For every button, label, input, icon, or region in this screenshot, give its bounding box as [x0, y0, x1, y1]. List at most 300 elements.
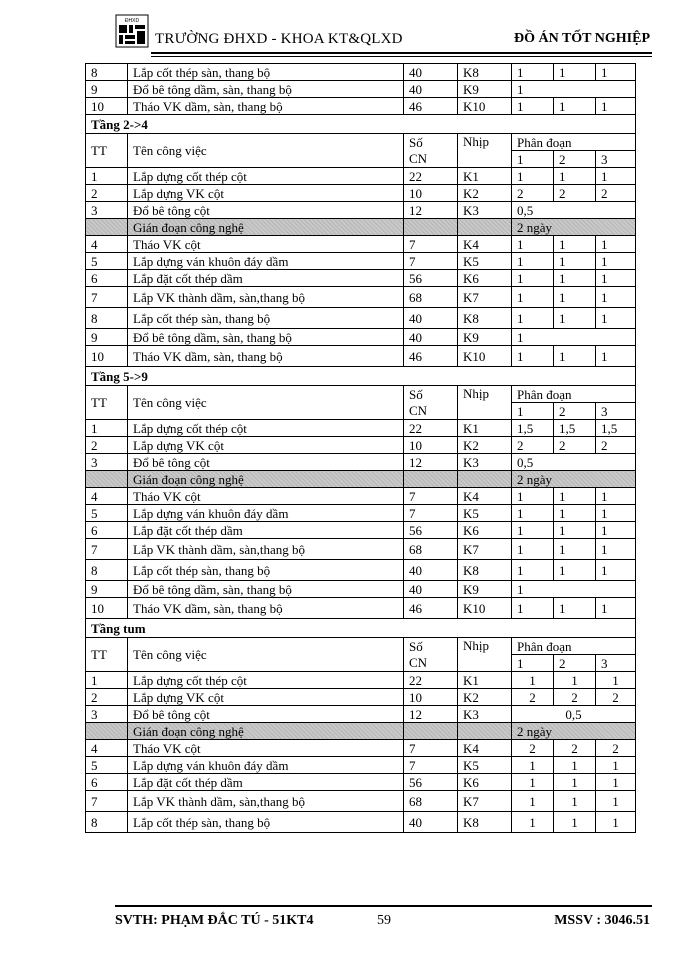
- row-p2: 1: [554, 505, 596, 522]
- row-nhip: K7: [458, 539, 512, 560]
- row-cn: 22: [404, 672, 458, 689]
- row-name: Đổ bê tông cột: [128, 454, 404, 471]
- row-p3: 1: [596, 253, 636, 270]
- header-p3: 3: [596, 403, 636, 420]
- row-name: Lắp VK thành dầm, sàn,thang bộ: [128, 287, 404, 308]
- row-name: Lắp dựng ván khuôn đáy dầm: [128, 757, 404, 774]
- header-name: Tên công việc: [128, 638, 404, 672]
- row-nhip: K6: [458, 270, 512, 287]
- row-p3: 1: [596, 757, 636, 774]
- row-p2: 2: [554, 437, 596, 454]
- header-p1: 1: [512, 655, 554, 672]
- row-name: Lắp cốt thép sàn, thang bộ: [128, 812, 404, 833]
- row-p1: 1: [512, 672, 554, 689]
- row-cn: 56: [404, 774, 458, 791]
- row-p3: 1: [596, 488, 636, 505]
- row-p1: 1: [512, 560, 554, 581]
- row-tt: 9: [86, 81, 128, 98]
- row-name: Đổ bê tông dầm, sàn, thang bộ: [128, 329, 404, 346]
- row-cn: 7: [404, 488, 458, 505]
- row-name: Lắp dựng cốt thép cột: [128, 420, 404, 437]
- row-p3: 1: [596, 672, 636, 689]
- gap-name: Gián đoạn công nghệ: [128, 723, 404, 740]
- row-cn: 40: [404, 812, 458, 833]
- row-p2: 1: [554, 757, 596, 774]
- row-name: Lắp dựng VK cột: [128, 185, 404, 202]
- row-nhip: K5: [458, 505, 512, 522]
- row-nhip: K3: [458, 454, 512, 471]
- table-row: [86, 270, 636, 287]
- table-row: [86, 522, 636, 539]
- row-tt: 10: [86, 346, 128, 367]
- table-row: [86, 488, 636, 505]
- table-row: [86, 202, 636, 219]
- row-phan-doan-value: 0,5: [512, 706, 636, 723]
- header-p2: 2: [554, 151, 596, 168]
- gap-k: [458, 471, 512, 488]
- row-tt: 1: [86, 672, 128, 689]
- row-tt: 8: [86, 560, 128, 581]
- row-cn: 7: [404, 236, 458, 253]
- row-cn: 68: [404, 539, 458, 560]
- row-p3: 1: [596, 791, 636, 812]
- footer-student: SVTH: PHẠM ĐẮC TÚ - 51KT4: [115, 913, 314, 928]
- row-nhip: K9: [458, 329, 512, 346]
- gap-cn: [404, 219, 458, 236]
- row-p2: 1: [554, 539, 596, 560]
- gap-tt: [86, 723, 128, 740]
- row-name: Lắp đặt cốt thép dầm: [128, 774, 404, 791]
- row-nhip: K10: [458, 346, 512, 367]
- row-tt: 9: [86, 581, 128, 598]
- row-p3: 1: [596, 774, 636, 791]
- row-nhip: K5: [458, 253, 512, 270]
- row-p1: 1: [512, 287, 554, 308]
- row-phan-doan-value: 1: [512, 329, 636, 346]
- row-tt: 3: [86, 706, 128, 723]
- row-p1: 1: [512, 308, 554, 329]
- gap-tt: [86, 471, 128, 488]
- row-name: Tháo VK cột: [128, 740, 404, 757]
- row-phan-doan-value: 0,5: [512, 202, 636, 219]
- row-name: Lắp cốt thép sàn, thang bộ: [128, 560, 404, 581]
- row-nhip: K3: [458, 202, 512, 219]
- row-tt: 10: [86, 98, 128, 115]
- row-nhip: K8: [458, 812, 512, 833]
- row-cn: 22: [404, 168, 458, 185]
- row-tt: 4: [86, 488, 128, 505]
- row-p2: 1: [554, 522, 596, 539]
- gap-row: [86, 471, 636, 488]
- table-row: [86, 81, 636, 98]
- row-p1: 1: [512, 253, 554, 270]
- row-phan-doan-value: 1: [512, 81, 636, 98]
- row-p1: 1: [512, 236, 554, 253]
- row-p1: 2: [512, 689, 554, 706]
- row-nhip: K6: [458, 522, 512, 539]
- row-name: Lắp dựng ván khuôn đáy dầm: [128, 253, 404, 270]
- row-p3: 1: [596, 505, 636, 522]
- row-name: Lắp đặt cốt thép dầm: [128, 270, 404, 287]
- row-p2: 1: [554, 672, 596, 689]
- row-tt: 3: [86, 202, 128, 219]
- table-row: [86, 505, 636, 522]
- row-p3: 1: [596, 560, 636, 581]
- row-tt: 3: [86, 454, 128, 471]
- header-cn: CN: [404, 151, 458, 168]
- row-cn: 40: [404, 329, 458, 346]
- table-row: [86, 236, 636, 253]
- row-name: Lắp dựng ván khuôn đáy dầm: [128, 505, 404, 522]
- row-nhip: K1: [458, 168, 512, 185]
- row-tt: 7: [86, 791, 128, 812]
- row-name: Lắp đặt cốt thép dầm: [128, 522, 404, 539]
- row-nhip: K8: [458, 64, 512, 81]
- row-tt: 6: [86, 270, 128, 287]
- header-cn: CN: [404, 403, 458, 420]
- row-cn: 40: [404, 308, 458, 329]
- row-cn: 56: [404, 522, 458, 539]
- row-nhip: K7: [458, 287, 512, 308]
- table-row: [86, 560, 636, 581]
- header-p1: 1: [512, 151, 554, 168]
- table-row: [86, 98, 636, 115]
- row-p1: 1: [512, 598, 554, 619]
- row-p1: 1: [512, 488, 554, 505]
- row-p1: 2: [512, 740, 554, 757]
- header-so: Số: [404, 386, 458, 403]
- row-cn: 12: [404, 454, 458, 471]
- row-p1: 1,5: [512, 420, 554, 437]
- row-p3: 1: [596, 270, 636, 287]
- row-p2: 1: [554, 270, 596, 287]
- gap-value: 2 ngày: [512, 723, 636, 740]
- schedule-table: [85, 63, 636, 833]
- section-title: Tầng 5->9: [86, 367, 636, 386]
- table-row: [86, 774, 636, 791]
- table-row: [86, 329, 636, 346]
- gap-row: [86, 723, 636, 740]
- row-cn: 40: [404, 64, 458, 81]
- row-p1: 1: [512, 346, 554, 367]
- row-p2: 1: [554, 791, 596, 812]
- row-nhip: K7: [458, 791, 512, 812]
- header-name: Tên công việc: [128, 134, 404, 168]
- row-cn: 10: [404, 437, 458, 454]
- row-p2: 1: [554, 98, 596, 115]
- table-row: [86, 454, 636, 471]
- header-tt: TT: [86, 134, 128, 168]
- header-name: Tên công việc: [128, 386, 404, 420]
- row-tt: 5: [86, 505, 128, 522]
- row-phan-doan-value: 0,5: [512, 454, 636, 471]
- header-project-title: ĐỒ ÁN TỐT NGHIỆP: [513, 31, 650, 46]
- gap-value: 2 ngày: [512, 219, 636, 236]
- row-nhip: K4: [458, 740, 512, 757]
- row-p2: 1: [554, 346, 596, 367]
- row-nhip: K3: [458, 706, 512, 723]
- row-p1: 1: [512, 757, 554, 774]
- row-p1: 1: [512, 98, 554, 115]
- row-name: Tháo VK cột: [128, 236, 404, 253]
- row-tt: 9: [86, 329, 128, 346]
- row-p2: 2: [554, 740, 596, 757]
- header-school: TRƯỜNG ĐHXD - KHOA KT&QLXD: [155, 31, 403, 47]
- header-p2: 2: [554, 403, 596, 420]
- header-p3: 3: [596, 655, 636, 672]
- gap-k: [458, 219, 512, 236]
- row-name: Tháo VK cột: [128, 488, 404, 505]
- table-row: [86, 672, 636, 689]
- row-tt: 5: [86, 253, 128, 270]
- row-cn: 46: [404, 98, 458, 115]
- row-cn: 12: [404, 706, 458, 723]
- row-p2: 2: [554, 185, 596, 202]
- row-p2: 1: [554, 812, 596, 833]
- table-row: [86, 346, 636, 367]
- row-name: Lắp dựng cốt thép cột: [128, 168, 404, 185]
- row-tt: 4: [86, 740, 128, 757]
- table-row: [86, 791, 636, 812]
- row-nhip: K8: [458, 308, 512, 329]
- header-tt: TT: [86, 386, 128, 420]
- row-tt: 8: [86, 812, 128, 833]
- row-p3: 1,5: [596, 420, 636, 437]
- table-header-row: [86, 638, 636, 655]
- row-p1: 1: [512, 522, 554, 539]
- row-p1: 2: [512, 185, 554, 202]
- section-title: Tầng tum: [86, 619, 636, 638]
- table-row: [86, 437, 636, 454]
- header-divider: [151, 52, 652, 54]
- table-row: [86, 740, 636, 757]
- row-nhip: K10: [458, 598, 512, 619]
- row-p2: 1: [554, 598, 596, 619]
- row-cn: 12: [404, 202, 458, 219]
- row-p1: 1: [512, 539, 554, 560]
- row-tt: 7: [86, 539, 128, 560]
- row-tt: 2: [86, 437, 128, 454]
- row-p2: 1,5: [554, 420, 596, 437]
- header-nhip: Nhịp: [458, 386, 512, 420]
- header-divider-thin: [151, 56, 652, 57]
- row-name: Đổ bê tông cột: [128, 706, 404, 723]
- row-p3: 1: [596, 236, 636, 253]
- row-p2: 1: [554, 308, 596, 329]
- table-row: [86, 706, 636, 723]
- gap-row: [86, 219, 636, 236]
- row-nhip: K8: [458, 560, 512, 581]
- section-title: Tầng 2->4: [86, 115, 636, 134]
- header-phan-doan: Phân đoạn: [512, 386, 636, 403]
- row-cn: 7: [404, 740, 458, 757]
- header-nhip: Nhịp: [458, 134, 512, 168]
- table-header-row: [86, 134, 636, 151]
- row-nhip: K1: [458, 420, 512, 437]
- gap-k: [458, 723, 512, 740]
- gap-name: Gián đoạn công nghệ: [128, 471, 404, 488]
- table-row: [86, 168, 636, 185]
- row-nhip: K5: [458, 757, 512, 774]
- header-p2: 2: [554, 655, 596, 672]
- row-p2: 1: [554, 287, 596, 308]
- row-nhip: K1: [458, 672, 512, 689]
- row-cn: 7: [404, 505, 458, 522]
- row-p2: 1: [554, 168, 596, 185]
- row-cn: 40: [404, 560, 458, 581]
- row-tt: 2: [86, 185, 128, 202]
- header-so: Số: [404, 134, 458, 151]
- gap-tt: [86, 219, 128, 236]
- row-name: Lắp cốt thép sàn, thang bộ: [128, 308, 404, 329]
- row-p3: 2: [596, 689, 636, 706]
- row-p3: 1: [596, 812, 636, 833]
- row-p3: 2: [596, 740, 636, 757]
- header-phan-doan: Phân đoạn: [512, 638, 636, 655]
- table-row: [86, 253, 636, 270]
- row-p2: 2: [554, 689, 596, 706]
- header-cn: CN: [404, 655, 458, 672]
- table-row: [86, 539, 636, 560]
- row-nhip: K10: [458, 98, 512, 115]
- row-p1: 2: [512, 437, 554, 454]
- table-row: [86, 420, 636, 437]
- table-row: [86, 287, 636, 308]
- row-cn: 68: [404, 791, 458, 812]
- header-p3: 3: [596, 151, 636, 168]
- row-nhip: K2: [458, 437, 512, 454]
- row-tt: 6: [86, 522, 128, 539]
- row-p3: 1: [596, 287, 636, 308]
- row-cn: 40: [404, 581, 458, 598]
- table-row: [86, 64, 636, 81]
- row-p1: 1: [512, 791, 554, 812]
- row-name: Đổ bê tông cột: [128, 202, 404, 219]
- logo-text: ĐHXD: [124, 18, 140, 24]
- row-p1: 1: [512, 270, 554, 287]
- row-tt: 8: [86, 64, 128, 81]
- table-row: [86, 757, 636, 774]
- row-p2: 1: [554, 253, 596, 270]
- footer-divider: [115, 905, 652, 907]
- row-cn: 40: [404, 81, 458, 98]
- row-p3: 2: [596, 185, 636, 202]
- row-tt: 6: [86, 774, 128, 791]
- row-p1: 1: [512, 505, 554, 522]
- row-tt: 8: [86, 308, 128, 329]
- row-p1: 1: [512, 64, 554, 81]
- section-title-row: [86, 115, 636, 134]
- row-nhip: K2: [458, 185, 512, 202]
- row-p2: 1: [554, 488, 596, 505]
- header-nhip: Nhịp: [458, 638, 512, 672]
- row-p2: 1: [554, 560, 596, 581]
- row-name: Tháo VK dầm, sàn, thang bộ: [128, 346, 404, 367]
- row-name: Đổ bê tông dầm, sàn, thang bộ: [128, 581, 404, 598]
- table-row: [86, 812, 636, 833]
- row-nhip: K9: [458, 81, 512, 98]
- row-tt: 4: [86, 236, 128, 253]
- page-number: 59: [377, 913, 391, 928]
- gap-cn: [404, 471, 458, 488]
- row-p2: 1: [554, 236, 596, 253]
- row-cn: 10: [404, 689, 458, 706]
- row-name: Lắp cốt thép sàn, thang bộ: [128, 64, 404, 81]
- row-p2: 1: [554, 774, 596, 791]
- row-p1: 1: [512, 812, 554, 833]
- row-nhip: K4: [458, 488, 512, 505]
- row-p3: 1: [596, 598, 636, 619]
- table-row: [86, 581, 636, 598]
- section-title-row: [86, 619, 636, 638]
- section-title-row: [86, 367, 636, 386]
- row-name: Lắp VK thành dầm, sàn,thang bộ: [128, 539, 404, 560]
- header-tt: TT: [86, 638, 128, 672]
- table-row: [86, 185, 636, 202]
- gap-name: Gián đoạn công nghệ: [128, 219, 404, 236]
- row-p3: 1: [596, 346, 636, 367]
- table-header-row: [86, 386, 636, 403]
- row-nhip: K9: [458, 581, 512, 598]
- footer-student-id: MSSV : 3046.51: [554, 913, 650, 928]
- gap-cn: [404, 723, 458, 740]
- row-name: Lắp dựng cốt thép cột: [128, 672, 404, 689]
- header-phan-doan: Phân đoạn: [512, 134, 636, 151]
- row-name: Tháo VK dầm, sàn, thang bộ: [128, 98, 404, 115]
- row-tt: 1: [86, 168, 128, 185]
- row-p3: 1: [596, 522, 636, 539]
- row-tt: 7: [86, 287, 128, 308]
- row-cn: 68: [404, 287, 458, 308]
- header-so: Số: [404, 638, 458, 655]
- row-p3: 1: [596, 64, 636, 81]
- row-tt: 1: [86, 420, 128, 437]
- row-p3: 1: [596, 98, 636, 115]
- page-footer: [115, 905, 652, 935]
- header-p1: 1: [512, 403, 554, 420]
- row-cn: 56: [404, 270, 458, 287]
- row-tt: 5: [86, 757, 128, 774]
- row-nhip: K2: [458, 689, 512, 706]
- row-cn: 46: [404, 598, 458, 619]
- page-header: [115, 10, 652, 50]
- row-p3: 2: [596, 437, 636, 454]
- row-cn: 7: [404, 253, 458, 270]
- table-row: [86, 308, 636, 329]
- row-name: Lắp VK thành dầm, sàn,thang bộ: [128, 791, 404, 812]
- row-nhip: K6: [458, 774, 512, 791]
- row-p1: 1: [512, 168, 554, 185]
- row-cn: 10: [404, 185, 458, 202]
- university-logo-icon: [115, 14, 149, 48]
- row-p2: 1: [554, 64, 596, 81]
- table-row: [86, 689, 636, 706]
- row-phan-doan-value: 1: [512, 581, 636, 598]
- row-cn: 46: [404, 346, 458, 367]
- gap-value: 2 ngày: [512, 471, 636, 488]
- table-row: [86, 598, 636, 619]
- row-tt: 2: [86, 689, 128, 706]
- row-p3: 1: [596, 308, 636, 329]
- row-p1: 1: [512, 774, 554, 791]
- row-name: Lắp dựng VK cột: [128, 689, 404, 706]
- row-cn: 7: [404, 757, 458, 774]
- row-p3: 1: [596, 539, 636, 560]
- row-p3: 1: [596, 168, 636, 185]
- row-name: Tháo VK dầm, sàn, thang bộ: [128, 598, 404, 619]
- row-name: Lắp dựng VK cột: [128, 437, 404, 454]
- row-cn: 22: [404, 420, 458, 437]
